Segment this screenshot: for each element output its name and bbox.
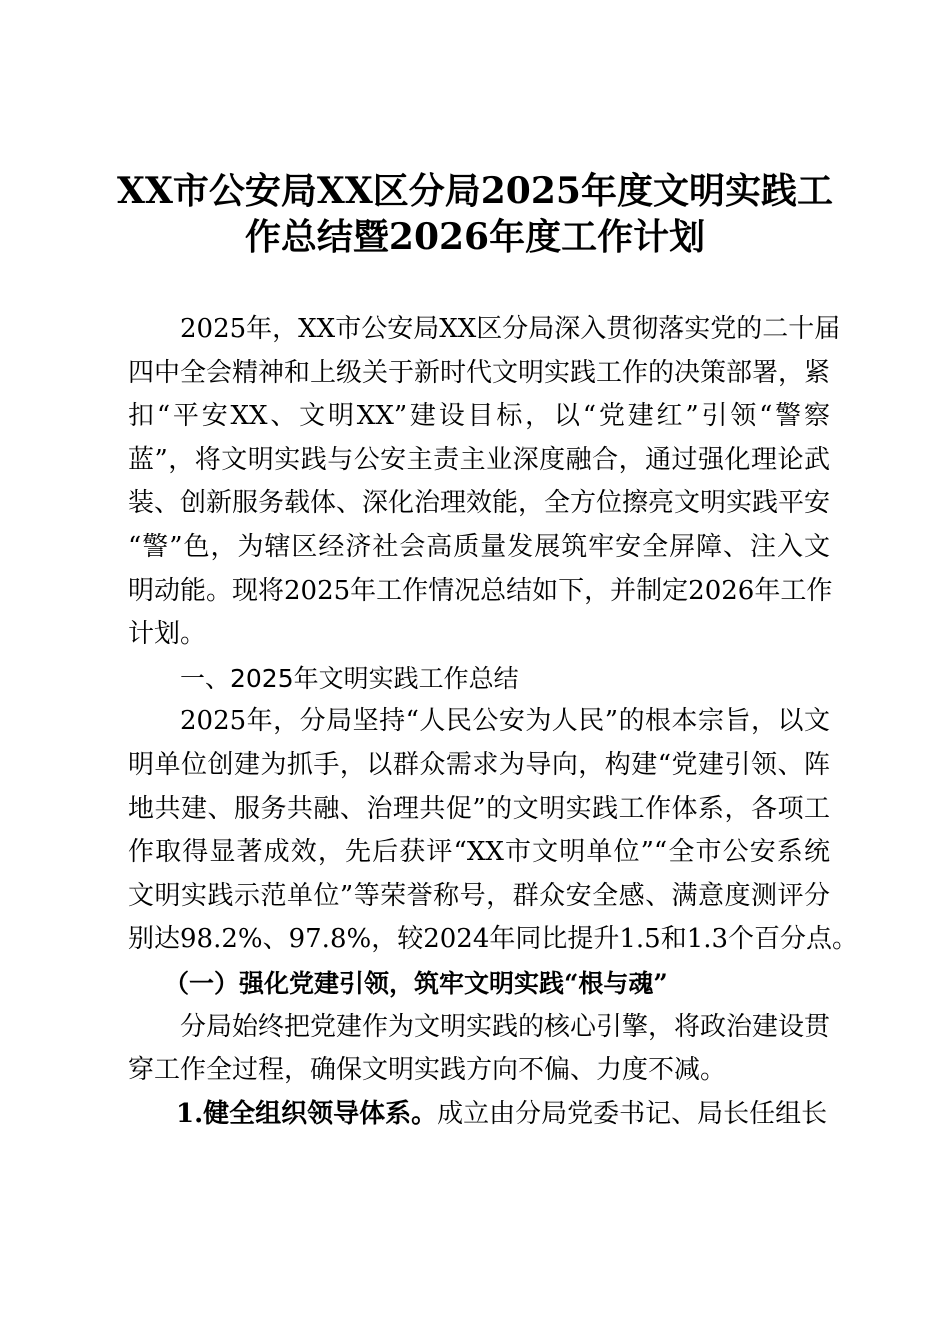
intro-line: 计划。 [128, 619, 207, 650]
intro-line: “警”色，为辖区经济社会高质量发展筑牢安全屏障、注入文 [128, 531, 830, 562]
subsection-heading-1: （一）强化党建引领，筑牢文明实践“根与魂” [164, 968, 668, 998]
section1-line: 地共建、服务共融、治理共促”的文明实践工作体系，各项工 [128, 793, 830, 824]
intro-paragraph [128, 308, 841, 657]
item-paragraph-1 [128, 1093, 830, 1137]
intro-line: 装、创新服务载体、深化治理效能，全方位擦亮文明实践平安 [128, 488, 831, 519]
intro-line: 四中全会精神和上级关于新时代文明实践工作的决策部署，紧 [128, 357, 831, 388]
title-line-2: 作总结暨2026年度工作计划 [244, 216, 706, 258]
subsection1-paragraph [128, 1006, 830, 1093]
intro-line: 2025年，XX市公安局XX区分局深入贯彻落实党的二十届 [180, 314, 841, 344]
document-title [100, 168, 850, 260]
section1-line: 文明实践示范单位”等荣誉称号，群众安全感、满意度测评分 [128, 880, 830, 911]
section1-line: 2025年，分局坚持“人民公安为人民”的根本宗旨，以文 [180, 706, 830, 737]
section-heading-1: 一、2025年文明实践工作总结 [180, 663, 519, 693]
section1-paragraph [128, 700, 859, 962]
subsection1-line: 穿工作全过程，确保文明实践方向不偏、力度不减。 [128, 1055, 727, 1086]
title-line-1: XX市公安局XX区分局2025年度文明实践工 [117, 170, 833, 212]
section1-line: 作取得显著成效，先后获评“XX市文明单位”“全市公安系统 [128, 837, 830, 868]
subsection1-line: 分局始终把党建作为文明实践的核心引擎，将政治建设贯 [180, 1011, 831, 1042]
item-heading-1: 1.健全组织领导体系。 [176, 1098, 438, 1129]
intro-line: 蓝”，将文明实践与公安主责主业深度融合，通过强化理论武 [128, 444, 830, 475]
section1-line: 明单位创建为抓手，以群众需求为导向，构建“党建引领、阵 [128, 749, 830, 780]
intro-line: 扣“平安XX、文明XX”建设目标，以“党建红”引领“警察 [128, 401, 830, 432]
intro-line: 明动能。现将2025年工作情况总结如下，并制定2026年工作 [128, 575, 833, 606]
item-text-1: 成立由分局党委书记、局长任组长 [437, 1098, 828, 1129]
section1-line: 别达98.2%、97.8%，较2024年同比提升1.5和1.3个百分点。 [128, 924, 859, 955]
document-body [128, 308, 859, 1136]
